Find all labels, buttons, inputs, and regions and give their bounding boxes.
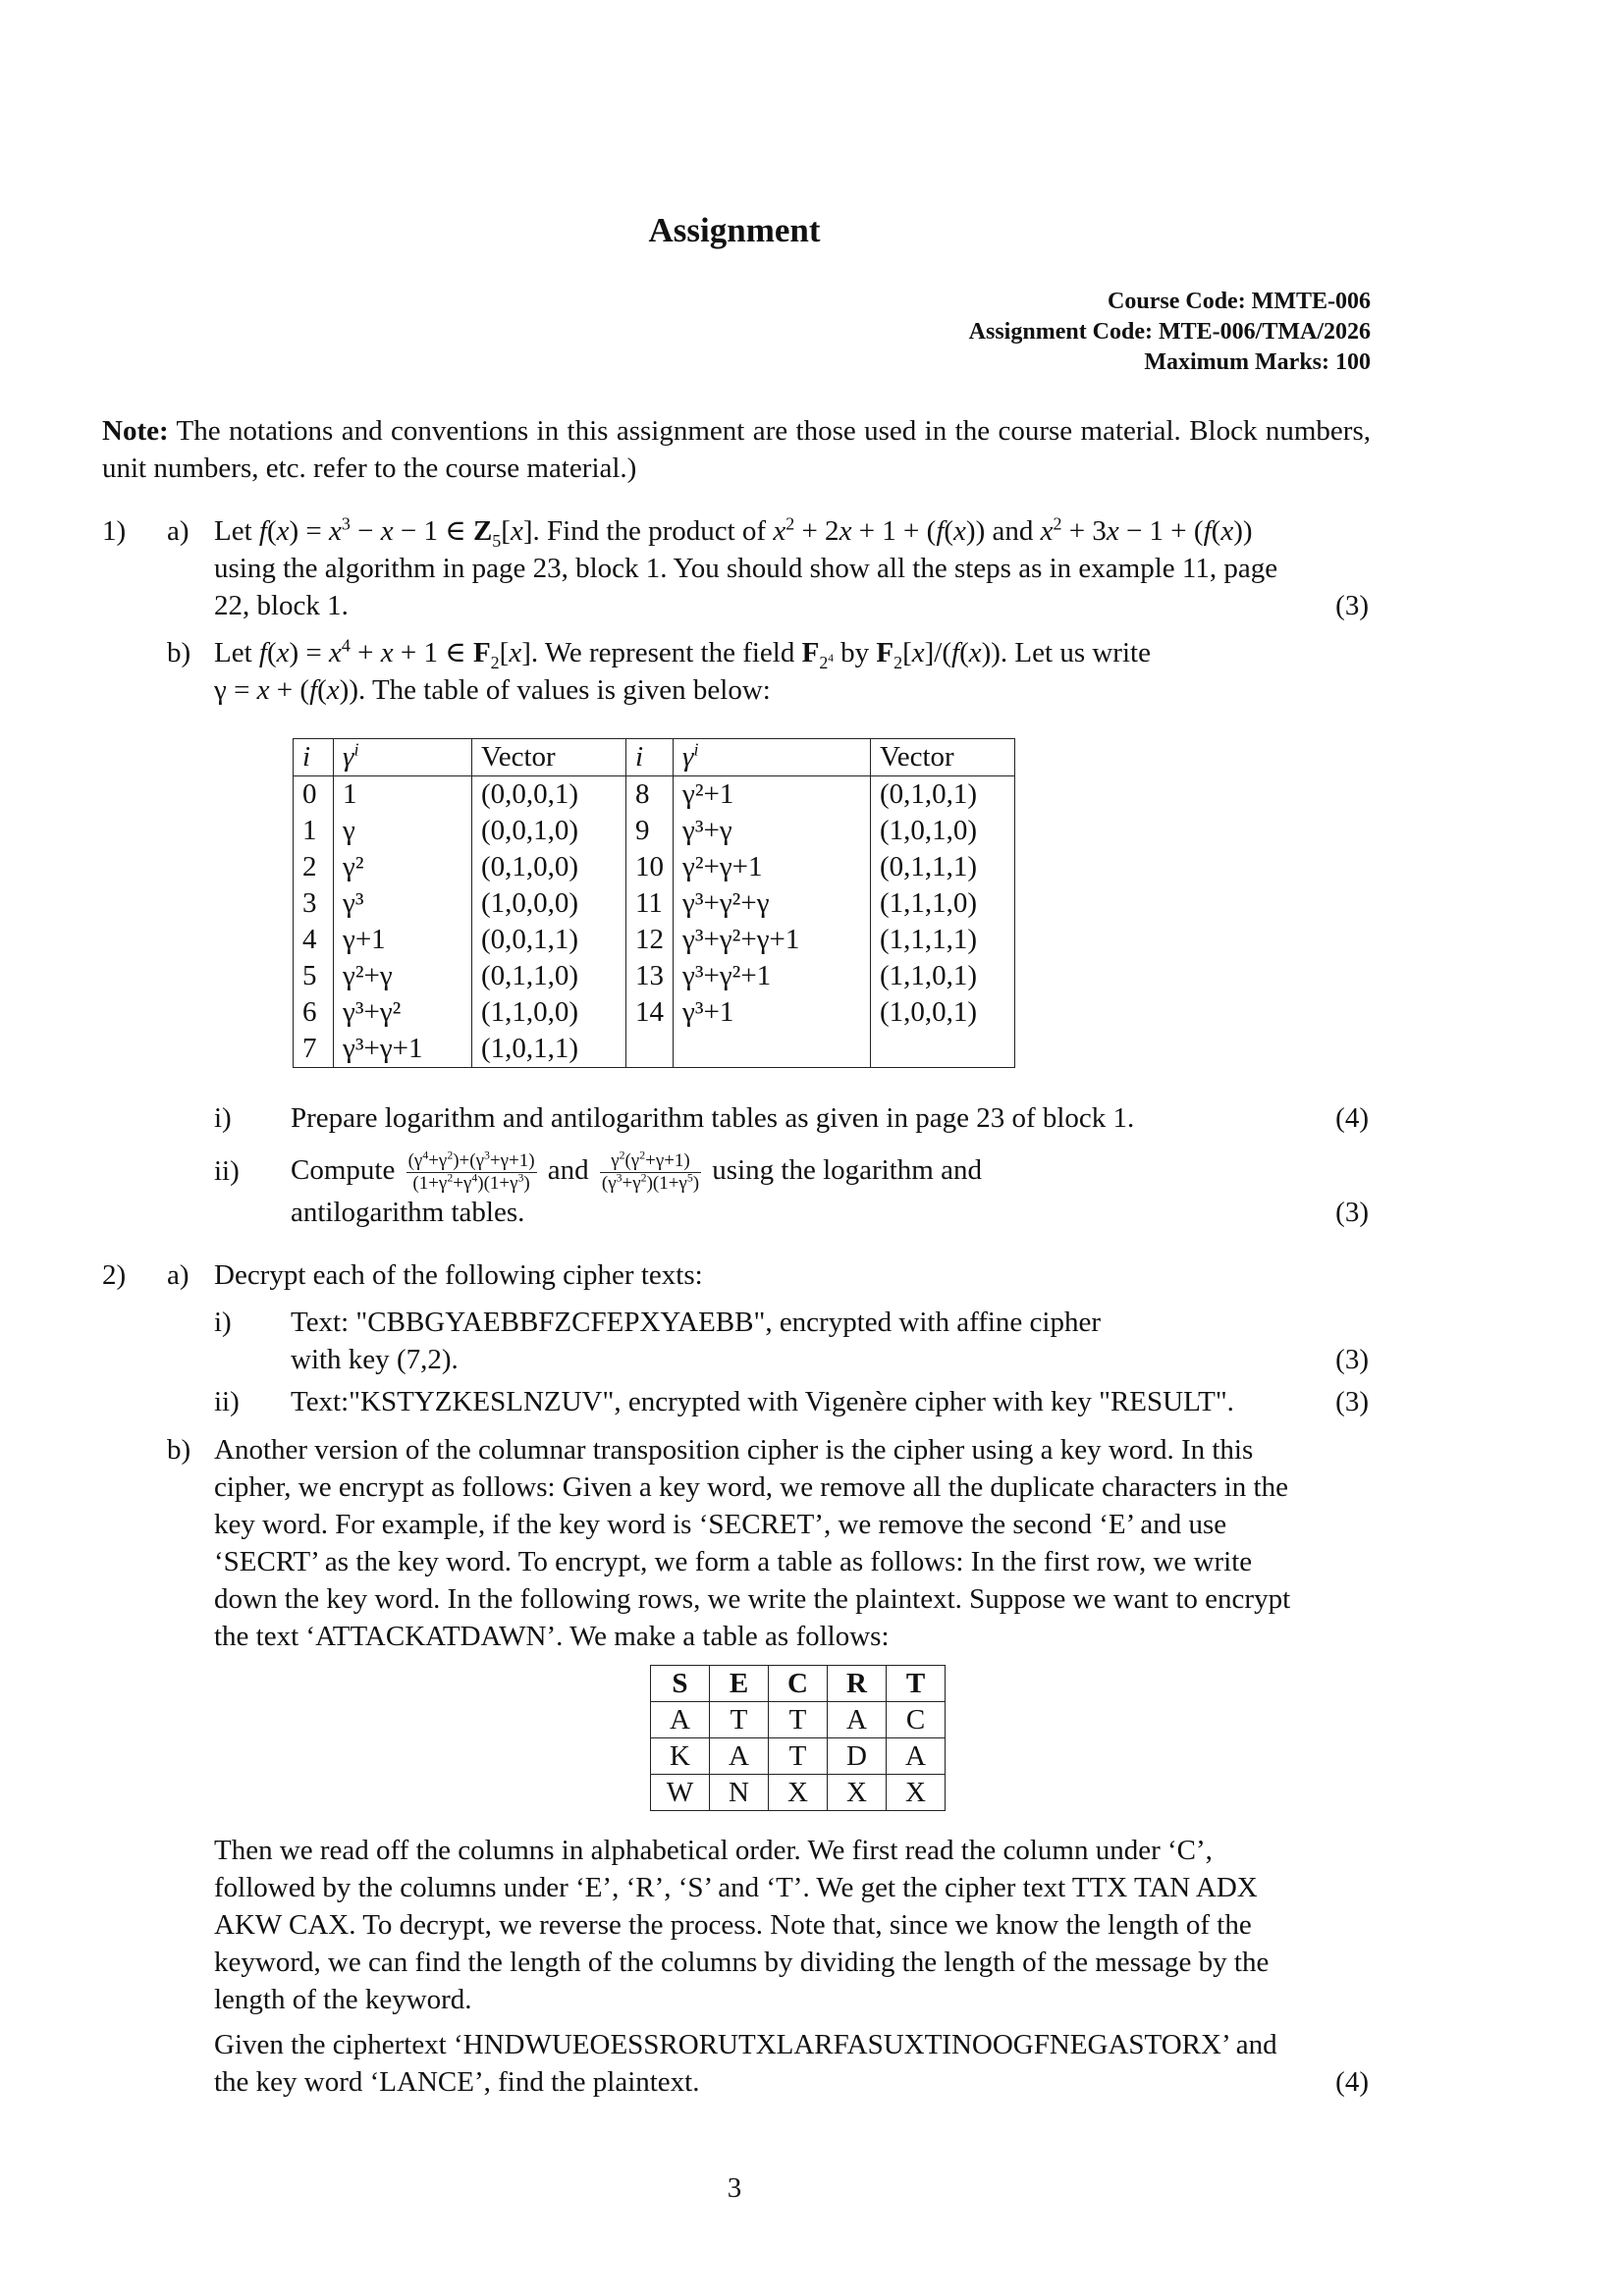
table-row: 7 γ³+γ+1 (1,0,1,1)	[294, 1031, 1015, 1068]
header-vector: Vector	[472, 739, 626, 776]
table-row: 0 1 (0,0,0,1) 8 γ²+1 (0,1,0,1)	[294, 776, 1015, 814]
table-row: 1 γ (0,0,1,0) 9 γ³+γ (1,0,1,0)	[294, 813, 1015, 849]
table-row: 5 γ²+γ (0,1,1,0) 13 γ³+γ²+1 (1,1,0,1)	[294, 958, 1015, 994]
question-1a-label: a)	[167, 515, 189, 547]
question-2a-i-label: i)	[214, 1307, 232, 1338]
question-1a-text: Let $f(x) = x^3 - x - 1$ ∈ $Z_5[x]$. Find the product of $x^2 + 2x + 1 + (f(x))$ and $x^2 + 3x - 1 + (f(x))$ using the algorithm in page 23, block 1. You should show all the steps as in example 11, page 22, block 1.	[214, 513, 1278, 621]
question-1b-ii-line2: antilogarithm tables.	[291, 1197, 525, 1228]
table-row: 2 γ² (0,1,0,0) 10 γ²+γ+1 (0,1,1,1)	[294, 849, 1015, 885]
header-gamma-power: $\gamma^i$	[682, 739, 699, 773]
assignment-code: Assignment Code: MTE-006/TMA/2026	[968, 319, 1371, 345]
question-2a-ii-text: Text:"KSTYZKESLNZUV", encrypted with Vigenère cipher with key "RESULT".	[291, 1386, 1234, 1417]
header-vector: Vector	[871, 739, 1015, 776]
header-i: i	[302, 741, 311, 773]
question-1b-text: Let $f(x) = x^4 + x + 1$ ∈ $F_2[x]$. We represent the field $F_{2^4}$ by $F_2[x]/(f(x))$. Let us write γ = x + (f(x)). The table of values is given below:	[214, 635, 1151, 706]
question-2b-para3: Given the ciphertext ‘HNDWUEOESSRORUTXLARFASUXTINOOGFNEGASTORX’ and the key word ‘LANCE’, find the plaintext.	[214, 2029, 1277, 2098]
table-row: 4 γ+1 (0,0,1,1) 12 γ³+γ²+γ+1 (1,1,1,1)	[294, 922, 1015, 958]
question-1b-i-text: Prepare logarithm and antilogarithm tables as given in page 23 of block 1.	[291, 1102, 1135, 1134]
fraction-2: $\frac{\gamma^2(\gamma^2+\gamma+1)}{(\gamma^3+\gamma^2)(1+\gamma^5)}$	[601, 1148, 700, 1194]
maximum-marks: Maximum Marks: 100	[1144, 349, 1371, 375]
question-1b-ii-label: ii)	[214, 1155, 240, 1187]
question-1b-ii-text	[291, 1141, 982, 1200]
table-row: 3 γ³ (1,0,0,0) 11 γ³+γ²+γ (1,1,1,0)	[294, 885, 1015, 922]
page-number: 3	[727, 2172, 742, 2204]
secrt-table	[650, 1665, 946, 1811]
keyword-row: S E C R T	[651, 1666, 946, 1702]
table-intro: The table of values is given below:	[371, 674, 771, 706]
question-2b-label: b)	[167, 1434, 191, 1466]
question-1b-label: b)	[167, 637, 191, 668]
table-row: W N X X X	[651, 1775, 946, 1811]
course-code: Course Code: MMTE-006	[1108, 289, 1371, 314]
question-2a-label: a)	[167, 1259, 189, 1291]
question-1b-i-label: i)	[214, 1102, 232, 1134]
note-label: Note:	[102, 415, 169, 447]
question-1-number: 1)	[102, 515, 127, 547]
page-title: Assignment	[648, 211, 821, 249]
table-row: A T T A C	[651, 1702, 946, 1738]
header-gamma-power: $\gamma^i$	[343, 739, 359, 773]
question-1b-ii-marks: (3)	[1335, 1197, 1369, 1228]
question-1b-i-marks: (4)	[1335, 1102, 1369, 1134]
gf16-table	[293, 738, 1015, 1068]
question-2a-i-marks: (3)	[1335, 1344, 1369, 1375]
header-i: i	[635, 741, 644, 773]
question-2b-para2: Then we read off the columns in alphabetical order. We first read the column under ‘C’, followed by the columns under ‘E’, ‘R’, ‘S’ and ‘T’. We get the cipher text TTX TAN ADX AKW CAX. To decrypt, we reverse the process. Note that, since we know the length of the keyword, we can find the length of the columns by dividing the length of the message by the length of the keyword.	[214, 1835, 1270, 2015]
question-2a-text: Decrypt each of the following cipher texts:	[214, 1259, 703, 1291]
and-word: and	[547, 1154, 589, 1186]
question-2b-marks: (4)	[1335, 2066, 1369, 2098]
table-header-row	[294, 739, 1015, 776]
question-1a-marks: (3)	[1335, 590, 1369, 621]
note-paragraph	[102, 412, 1371, 487]
fraction-1: $\frac{(\gamma^4+\gamma^2)+(\gamma^3+\gamma+1)}{(1+\gamma^2+\gamma^4)(1+\gamma^3)}$	[407, 1148, 535, 1194]
table-row: K A T D A	[651, 1738, 946, 1775]
table-row: 6 γ³+γ² (1,1,0,0) 14 γ³+1 (1,0,0,1)	[294, 994, 1015, 1031]
question-2a-ii-marks: (3)	[1335, 1386, 1369, 1417]
note-text: The notations and conventions in this assignment are those used in the course material. Block numbers, unit numbers, etc. refer to the course material.)	[102, 415, 1371, 484]
question-2a-i-line1: Text: "CBBGYAEBBFZCFEPXYAEBB", encrypted with affine cipher	[291, 1307, 1101, 1338]
compute-tail: using the logarithm and	[712, 1154, 982, 1186]
compute-word: Compute	[291, 1154, 396, 1186]
question-2a-i-line2: with key (7,2).	[291, 1344, 459, 1375]
question-2a-ii-label: ii)	[214, 1386, 240, 1417]
question-2-number: 2)	[102, 1259, 127, 1291]
question-2b-para1: Another version of the columnar transposition cipher is the cipher using a key word. In this cipher, we encrypt as follows: Given a key word, we remove all the duplicate characters in the key word. For example, if the key word is ‘SECRET’, we remove the second ‘E’ and use ‘SECRT’ as the key word. To encrypt, we form a table as follows: In the first row, we write down the key word. In the following rows, we write the plaintext. Suppose we want to encrypt the text ‘ATTACKATDAWN’. We make a table as follows:	[214, 1434, 1291, 1652]
